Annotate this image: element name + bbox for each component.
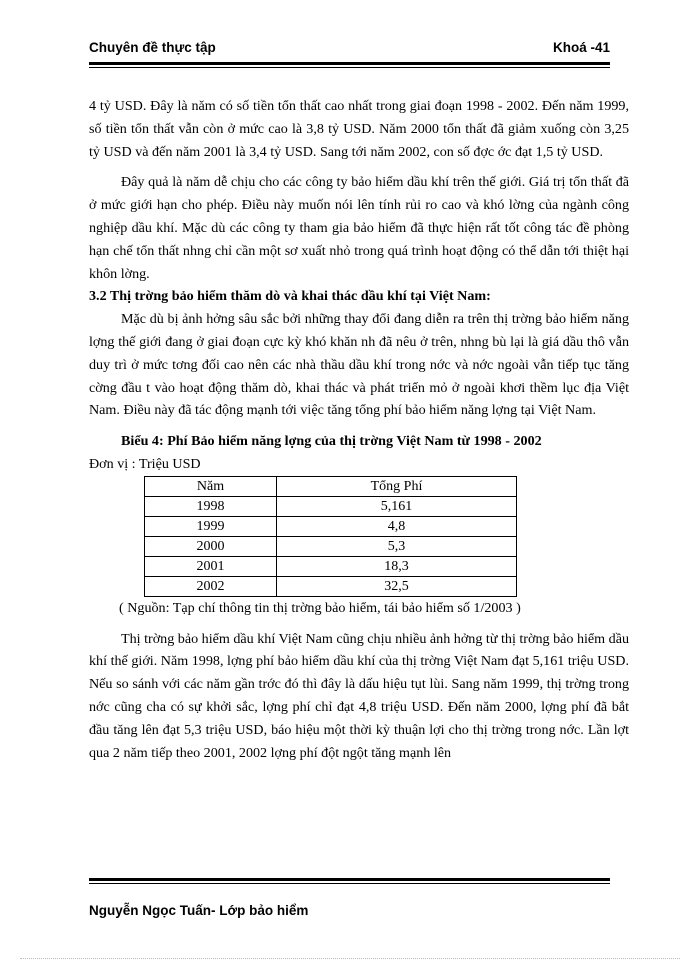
- cell-fee: 32,5: [276, 576, 516, 596]
- cell-year: 2001: [145, 556, 277, 576]
- unit-label: Đơn vị : Triệu USD: [89, 455, 201, 472]
- table-row: [145, 556, 517, 576]
- cell-fee: 5,3: [276, 536, 516, 556]
- table-header-row: [145, 476, 517, 496]
- cell-fee: 4,8: [276, 516, 516, 536]
- table-row: [145, 536, 517, 556]
- cell-fee: 18,3: [276, 556, 516, 576]
- header-course: Khoá -41: [552, 40, 610, 55]
- table-row: [145, 576, 517, 596]
- column-header-fee: Tổng Phí: [276, 476, 516, 496]
- cell-year: 1999: [145, 516, 277, 536]
- paragraph-losses: 4 tỷ USD. Đây là năm có số tiền tổn thất cao nhất trong giai đoạn 1998 - 2002. Đến năm 1999, số tiền tổn thất vẫn còn ở mức cao là 3,8 tỷ USD. Năm 2000 tổn thất đã giảm xuống còn 3,25 tỷ USD và đến năm 2001 là 3,4 tỷ USD. Sang tới năm 2002, con số đợc ớc đạt 1,5 tỷ USD.: [89, 98, 629, 160]
- cell-year: 2002: [145, 576, 277, 596]
- page-edge-divider: [20, 958, 680, 959]
- paragraph-vietnam-market: Mặc dù bị ảnh hởng sâu sắc bởi những thay đổi đang diễn ra trên thị trờng bảo hiểm năng lợng thế giới đang ở giai đoạn cực kỳ khó khăn nh đã nêu ở trên, nhng bù lại là giá dầu thô vẫn duy trì ở mức tơng đối cao nên các nhà thầu dầu khí trong nớc và nớc ngoài vẫn tiếp tục tăng cờng đầu t vào hoạt động thăm dò, khai thác và phát triển mỏ ở ngoài khơi thềm lục địa Việt Nam. Điều này đã tác động mạnh tới việc tăng tổng phí bảo hiểm năng lợng tại Việt Nam.: [89, 311, 629, 419]
- premium-table: [144, 476, 517, 597]
- table-row: [145, 516, 517, 536]
- header-rule-thin: [89, 67, 610, 68]
- table-row: [145, 496, 517, 516]
- cell-fee: 5,161: [276, 496, 516, 516]
- document-body: [89, 95, 629, 764]
- section-heading: 3.2 Thị trờng bảo hiểm thăm dò và khai thác dầu khí tại Việt Nam:: [89, 288, 491, 305]
- header-rule-thick: [89, 62, 610, 65]
- column-header-year: Năm: [145, 476, 277, 496]
- table-source: ( Nguồn: Tạp chí thông tin thị trờng bảo hiểm, tái bảo hiểm số 1/2003 ): [119, 599, 521, 616]
- paragraph-insurers: Đây quả là năm dễ chịu cho các công ty bảo hiểm dầu khí trên thế giới. Giá trị tổn thất đã ở mức giới hạn cho phép. Điều này muốn nói lên tính rủi ro cao và khó lờng của ngành công nghiệp dầu khí. Mặc dù các công ty tham gia bảo hiểm đã thực hiện rất tốt công tác đề phòng hạn chế tổn thất nhng chỉ cần một sơ xuất nhỏ trong quá trình hoạt động có thể dẫn tới thiệt hại khôn lờng.: [89, 174, 629, 282]
- cell-year: 1998: [145, 496, 277, 516]
- footer-rule-thick: [89, 878, 610, 881]
- header-title: Chuyên đề thực tập: [89, 40, 216, 55]
- footer-rule-thin: [89, 883, 610, 884]
- table-caption: Biểu 4: Phí Bảo hiểm năng lợng của thị trờng Việt Nam từ 1998 - 2002: [121, 433, 542, 450]
- paragraph-premium-trend: Thị trờng bảo hiểm dầu khí Việt Nam cũng chịu nhiều ảnh hởng từ thị trờng bảo hiểm dầu khí thế giới. Năm 1998, lợng phí bảo hiểm dầu khí của thị trờng Việt Nam đạt 5,161 triệu USD. Nếu so sánh với các năm gần trớc đó thì đây là dấu hiệu tụt lùi. Sang năm 1999, thị trờng trong nớc cũng cha có sự khởi sắc, lợng phí chỉ đạt 4,8 triệu USD. Đến năm 2000, lợng phí đã bắt đầu tăng lên đạt 5,3 triệu USD, báo hiệu một thời kỳ thuận lợi cho thị trờng trong nớc. Lần lợt qua 2 năm tiếp theo 2001, 2002 lợng phí đột ngột tăng mạnh lên: [89, 630, 629, 761]
- cell-year: 2000: [145, 536, 277, 556]
- footer-author: Nguyễn Ngọc Tuấn- Lớp bảo hiểm: [89, 903, 309, 918]
